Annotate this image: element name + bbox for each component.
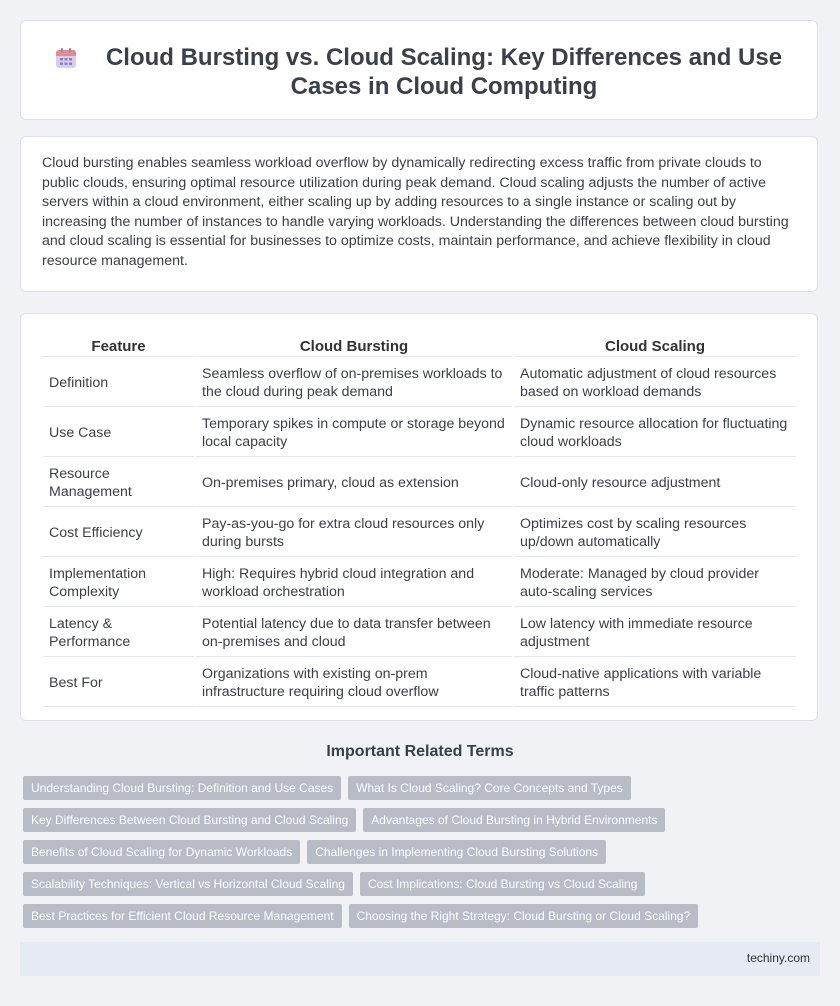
cloud-bursting-cell: Temporary spikes in compute or storage beyond local capacity	[196, 409, 512, 457]
tag-row	[23, 904, 803, 928]
column-header-cloud-scaling: Cloud Scaling	[514, 336, 796, 357]
feature-cell: Latency & Performance	[43, 609, 194, 657]
related-term-link[interactable]: What Is Cloud Scaling? Core Concepts and Types	[348, 776, 631, 800]
cloud-scaling-cell: Moderate: Managed by cloud provider auto-scaling services	[514, 559, 796, 607]
column-header-cloud-bursting: Cloud Bursting	[196, 336, 512, 357]
cloud-bursting-cell: On-premises primary, cloud as extension	[196, 459, 512, 507]
tag-row	[23, 872, 803, 896]
cloud-bursting-cell: Potential latency due to data transfer between on-premises and cloud	[196, 609, 512, 657]
cloud-bursting-cell: Pay-as-you-go for extra cloud resources only during bursts	[196, 509, 512, 557]
cloud-scaling-cell: Optimizes cost by scaling resources up/down automatically	[514, 509, 796, 557]
comparison-table-card	[20, 313, 818, 721]
related-term-link[interactable]: Best Practices for Efficient Cloud Resource Management	[23, 904, 342, 928]
related-term-link[interactable]: Scalability Techniques: Vertical vs Horizontal Cloud Scaling	[23, 872, 353, 896]
related-terms-heading: Important Related Terms	[326, 743, 514, 760]
feature-cell: Cost Efficiency	[43, 509, 194, 557]
table-row	[43, 559, 796, 607]
table-row	[43, 659, 796, 707]
page-title: Cloud Bursting vs. Cloud Scaling: Key Differences and Use Cases in Cloud Computing	[105, 44, 783, 100]
table-row	[43, 609, 796, 657]
table-row	[43, 509, 796, 557]
related-term-link[interactable]: Key Differences Between Cloud Bursting and Cloud Scaling	[23, 808, 356, 832]
footer	[20, 942, 820, 976]
cloud-scaling-cell: Low latency with immediate resource adjustment	[514, 609, 796, 657]
cloud-bursting-cell: Seamless overflow of on-premises workloads to the cloud during peak demand	[196, 359, 512, 407]
related-term-link[interactable]: Advantages of Cloud Bursting in Hybrid Environments	[363, 808, 665, 832]
cloud-scaling-cell: Cloud-only resource adjustment	[514, 459, 796, 507]
table-row	[43, 359, 796, 407]
calendar-icon	[55, 47, 77, 69]
cloud-scaling-cell: Cloud-native applications with variable traffic patterns	[514, 659, 796, 707]
table-row	[43, 409, 796, 457]
intro-paragraph: Cloud bursting enables seamless workload overflow by dynamically redirecting excess traffic from private clouds to public clouds, ensuring optimal resource utilization during peak demand. Cloud scaling adjusts the number of active servers within a cloud environment, either scaling up by adding resources to a single instance or scaling out by increasing the number of instances to handle varying workloads. Understanding the differences between cloud bursting and cloud scaling is essential for businesses to optimize costs, maintain performance, and achieve flexibility in cloud resource management.	[42, 155, 789, 269]
related-terms-list	[23, 776, 803, 936]
cloud-scaling-cell: Dynamic resource allocation for fluctuating cloud workloads	[514, 409, 796, 457]
tag-row	[23, 776, 803, 800]
feature-cell: Resource Management	[43, 459, 194, 507]
related-term-link[interactable]: Challenges in Implementing Cloud Bursting Solutions	[307, 840, 606, 864]
intro-card	[20, 136, 818, 292]
cloud-bursting-cell: High: Requires hybrid cloud integration and workload orchestration	[196, 559, 512, 607]
tag-row	[23, 840, 803, 864]
table-row	[43, 459, 796, 507]
related-term-link[interactable]: Understanding Cloud Bursting: Definition and Use Cases	[23, 776, 341, 800]
feature-cell: Implementation Complexity	[43, 559, 194, 607]
related-term-link[interactable]: Choosing the Right Strategy: Cloud Bursting or Cloud Scaling?	[349, 904, 699, 928]
related-term-link[interactable]: Cost Implications: Cloud Bursting vs Cloud Scaling	[360, 872, 645, 896]
comparison-table	[41, 334, 798, 709]
feature-cell: Use Case	[43, 409, 194, 457]
header-card	[20, 20, 818, 120]
cloud-scaling-cell: Automatic adjustment of cloud resources based on workload demands	[514, 359, 796, 407]
footer-site-name: techiny.com	[746, 951, 810, 965]
tag-row	[23, 808, 803, 832]
column-header-feature: Feature	[43, 336, 194, 357]
feature-cell: Best For	[43, 659, 194, 707]
table-header-row	[43, 336, 796, 357]
cloud-bursting-cell: Organizations with existing on-prem infrastructure requiring cloud overflow	[196, 659, 512, 707]
feature-cell: Definition	[43, 359, 194, 407]
related-term-link[interactable]: Benefits of Cloud Scaling for Dynamic Workloads	[23, 840, 300, 864]
